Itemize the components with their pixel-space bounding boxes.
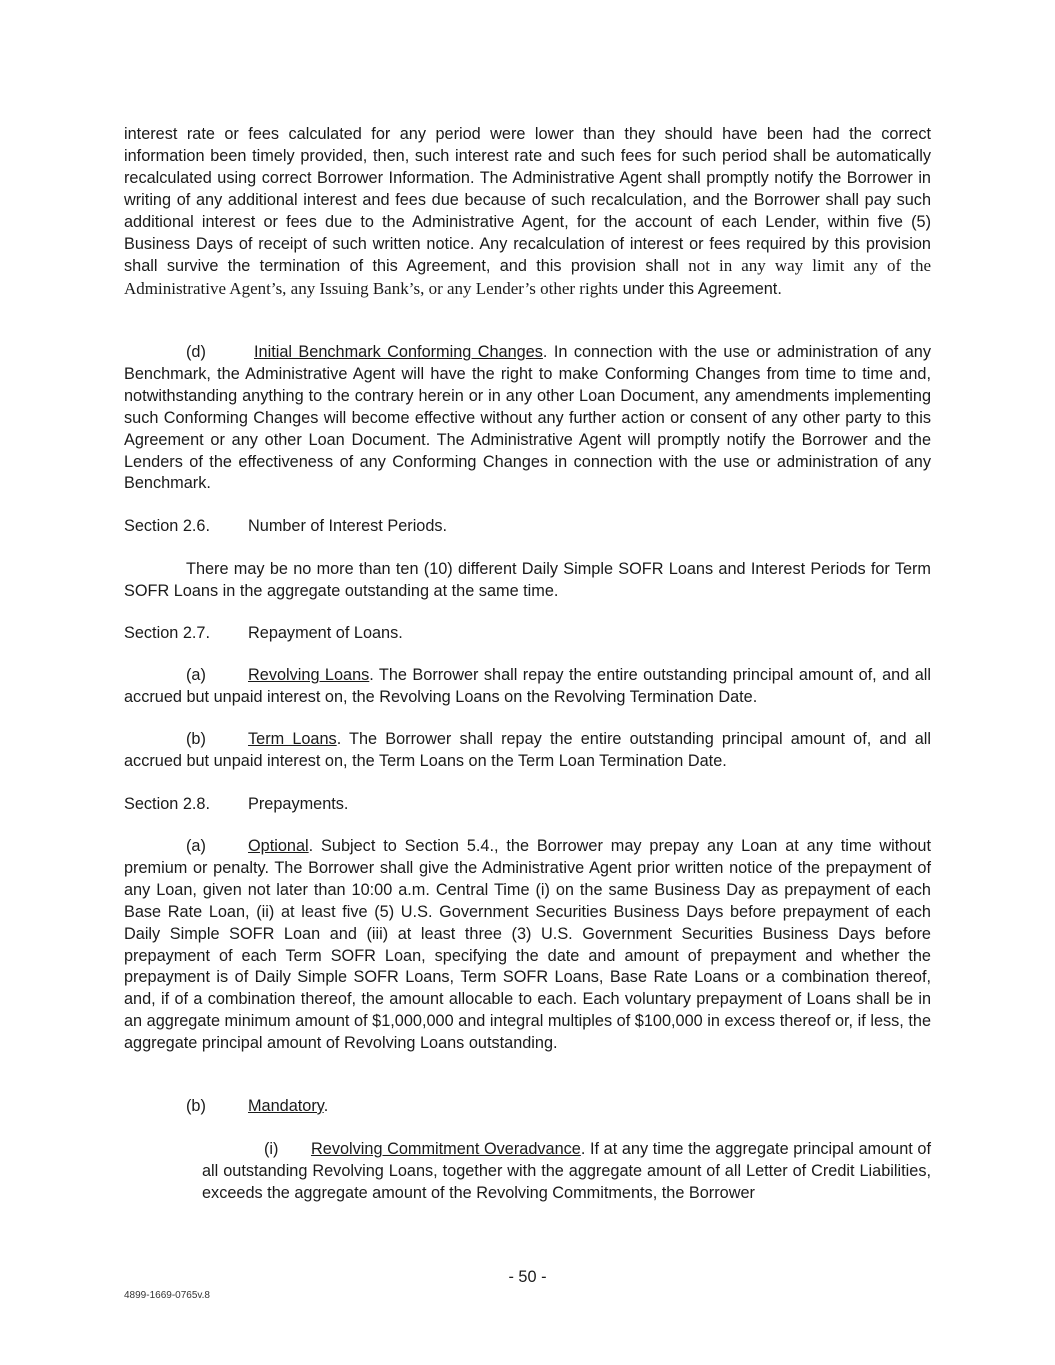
section-number: Section 2.6. (124, 517, 210, 535)
section-number: Section 2.7. (124, 624, 210, 642)
clause-title: Mandatory (248, 1097, 324, 1115)
paragraph-2-8-b: (b) Mandatory. (124, 1096, 931, 1118)
section-heading-2-7 (124, 622, 403, 644)
clause-title: Revolving Commitment Overadvance (311, 1140, 581, 1158)
paragraph-2-8-b-i: (i) Revolving Commitment Overadvance. If at any time the aggregate principal amount of all outstanding Revolving Loans, together with the aggregate amount of all Letter of Credit Liabilities, exceeds the aggregate amount of the Revolving Commitments, the Borrower (202, 1140, 931, 1202)
paragraph-2-8-a: (a) Optional. Subject to Section 5.4., the Borrower may prepay any Loan at any time without premium or penalty. The Borrower shall give the Administrative Agent prior written notice of the prepayment of any Loan, given not later than 10:00 a.m. Central Time (i) on the same Business Day as prepayment of each Base Rate Loan, (ii) at least five (5) U.S. Government Securities Business Days before prepayment of each Daily Simple SOFR Loan and (iii) at least three (3) U.S. Government Securities Business Days before prepayment of each Term SOFR Loan, specifying the date and amount of prepayment and whether the prepayment is of Daily Simple SOFR Loans, Term SOFR Loans, Base Rate Loans or a combination thereof, and, if of a combination thereof, the amount allocable to each. Each voluntary prepayment of Loans shall be in an aggregate minimum amount of $1,000,000 and integral multiples of $100,000 in excess thereof or, if less, the aggregate principal amount of Revolving Loans outstanding. (124, 837, 931, 1053)
page-number: - 50 - (508, 1268, 547, 1286)
paragraph-d: (d) Initial Benchmark Conforming Changes. In connection with the use or administration of any Benchmark, the Administrative Agent will have the right to make Conforming Changes from time to time and, notwithstanding anything to the contrary herein or in any other Loan Document, any amendments implementing such Conforming Changes will become effective without any further action or consent of any other party to this Agreement or any other Loan Document. The Administrative Agent will promptly notify the Borrower and the Lenders of the effectiveness of any Conforming Changes in connection with the use or administration of any Benchmark. (124, 343, 931, 493)
section-number: Section 2.8. (124, 795, 210, 813)
section-title: Number of Interest Periods. (248, 517, 448, 535)
paragraph-section-2-6: There may be no more than ten (10) different Daily Simple SOFR Loans and Interest Periods for Term SOFR Loans in the aggregate outstanding at the same time. (124, 560, 931, 600)
section-title: Prepayments. (248, 795, 349, 813)
document-id: 4899-1669-0765v.8 (124, 1290, 210, 1301)
clause-label: (d) (186, 343, 206, 361)
paragraph-continuation: interest rate or fees calculated for any period were lower than they should have been had the correct information been timely provided, then, such interest rate and such fees for such period shall be automatically recalculated using correct Borrower Information. The Administrative Agent shall promptly notify the Borrower in writing of any additional interest and fees due because of such recalculation, and the Borrower shall pay such additional interest or fees due to the Administrative Agent, for the account of each Lender, within five (5) Business Days of receipt of such written notice. Any recalculation of interest or fees required by this provision shall survive the termination of this Agreement, and this provision shall not in any way limit any of the Administrative Agent’s, any Issuing Bank’s, or any Lender’s other rights under this Agreement. (124, 125, 932, 299)
serif-text-segment: not in any way limit any of the Administrative Agent’s, any Issuing Bank’s, or any Lender’s other rights (124, 256, 932, 299)
clause-label: (a) (186, 837, 206, 855)
paragraph-2-7-b: (b) Term Loans. The Borrower shall repay the entire outstanding principal amount of, and all accrued but unpaid interest on, the Term Loans on the Term Loan Termination Date. (124, 730, 931, 770)
clause-title: Revolving Loans (248, 666, 370, 684)
paragraph-2-7-a: (a) Revolving Loans. The Borrower shall repay the entire outstanding principal amount of, and all accrued but unpaid interest on, the Revolving Loans on the Revolving Termination Date. (124, 666, 931, 706)
section-title: Repayment of Loans. (248, 624, 403, 642)
clause-label: (b) (186, 1097, 206, 1115)
clause-title: Optional (248, 837, 309, 855)
section-heading-2-6 (124, 515, 447, 537)
clause-title: Initial Benchmark Conforming Changes (254, 343, 543, 361)
section-heading-2-8 (124, 793, 348, 815)
clause-label: (a) (186, 666, 206, 684)
clause-label: (i) (264, 1140, 279, 1158)
clause-title: Term Loans (248, 730, 337, 748)
clause-label: (b) (186, 730, 206, 748)
